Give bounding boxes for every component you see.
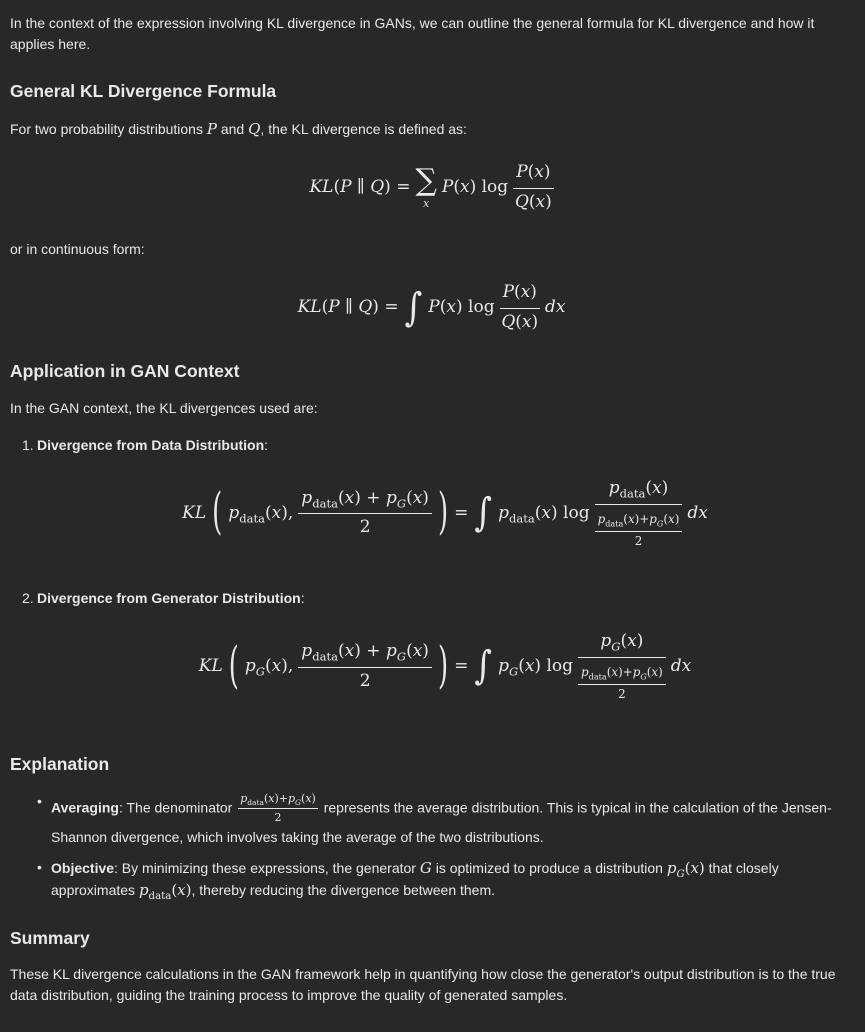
math-token: P(x) log: [428, 297, 495, 318]
math-token: KL: [198, 655, 223, 676]
ordered-list: [10, 435, 853, 727]
integral-symbol: ∫: [404, 284, 423, 331]
summation-symbol: [415, 163, 437, 211]
text-run: :: [264, 437, 269, 454]
fraction-numerator: $p_{data}(x) + p_G(x)$: [298, 639, 432, 668]
heading-summary: Summary: [10, 927, 90, 948]
heading-general-kl-formula: General KL Divergence Formula: [10, 81, 277, 101]
list-item-data-divergence: [22, 435, 853, 574]
fraction-denominator: 2: [274, 811, 282, 825]
bullet-body: [51, 857, 853, 902]
fraction: [513, 160, 553, 215]
math-token: $p_G(x)$,: [244, 655, 294, 679]
list-item-label: [37, 588, 853, 609]
fraction-numerator: $p_{data}(x)+p_G(x)$: [595, 511, 683, 532]
equation-data-divergence: [37, 476, 853, 550]
text-run: For two probability distributions: [10, 120, 207, 137]
list-item-title: Divergence from Generator Distribution: [37, 590, 301, 607]
bullet-dot-icon: •: [37, 858, 42, 875]
bullet-list: [10, 791, 853, 902]
summary-paragraph: These KL divergence calculations in the GAN framework help in quantifying how close the generator's output distribution is to the true data distribution, guiding the training process to improve the quality of generated samples.: [10, 966, 836, 1004]
fraction-average: [298, 639, 432, 694]
equation-kl-continuous: [10, 280, 853, 335]
math-token: =: [454, 655, 469, 676]
fraction-numerator: P(x): [513, 160, 553, 189]
math-token: dx: [544, 297, 566, 318]
math-token: dx: [687, 502, 708, 523]
math-token: dx: [670, 655, 692, 676]
math-token: $p_{data}(x)$,: [228, 502, 294, 525]
text-run: that closely approximates: [51, 859, 779, 899]
text-run: , thereby reducing the divergence between them.: [191, 882, 496, 899]
text-run: represents the average distribution. This is typical in the calculation of the Jensen-Shannon divergence, which involves taking the average of the two distributions.: [51, 799, 832, 845]
text-run: and: [216, 120, 249, 137]
fraction-denominator: 2: [618, 686, 626, 701]
list-item-title: Divergence from Data Distribution: [37, 437, 265, 454]
math-var-Q: Q: [248, 119, 261, 138]
bullet-dot-icon: •: [37, 792, 42, 809]
bullet-objective: [37, 857, 853, 902]
big-right-paren: ): [437, 638, 449, 696]
text-run: is optimized to produce a distribution: [431, 859, 667, 876]
intro-paragraph: In the context of the expression involving KL divergence in GANs, we can outline the general formula for KL divergence and how it applies here.: [10, 15, 815, 52]
heading-explanation: Explanation: [10, 753, 110, 774]
paragraph-two-distributions: [10, 118, 853, 141]
big-left-paren: (: [228, 638, 239, 696]
fraction-average: [298, 486, 432, 541]
math-token: KL(P ∥ Q) =: [297, 297, 399, 318]
heading-application-gan: Application in GAN Context: [10, 361, 240, 382]
fraction-numerator: P(x): [500, 280, 540, 309]
fraction: [500, 280, 540, 335]
text-run: : The denominator: [118, 799, 237, 816]
math-var-P: P: [206, 119, 217, 138]
paragraph-gan-context: In the GAN context, the KL divergences used are:: [10, 400, 318, 417]
integral-symbol: ∫: [474, 643, 493, 690]
math-token: $p_{data}(x)$ log: [498, 502, 590, 525]
big-right-paren: ): [437, 484, 449, 542]
inline-fraction: [238, 791, 318, 827]
fraction-numerator: $p_G(x)$: [578, 629, 666, 658]
fraction-numerator: $p_{data}(x)+p_G(x)$: [238, 791, 318, 810]
fraction-denominator: [595, 505, 683, 551]
math-token: KL: [182, 502, 207, 523]
math-token: $p_G(x)$ log: [498, 655, 574, 679]
list-number: 1.: [22, 437, 34, 454]
bullet-label: Objective: [51, 859, 115, 876]
nested-fraction: [595, 511, 683, 551]
math-token: =: [454, 502, 469, 523]
fraction-denominator: 2: [634, 533, 643, 548]
fraction-denominator: Q(x): [514, 191, 552, 212]
sigma-glyph: ∑: [415, 163, 437, 199]
fraction-ratio: [578, 629, 666, 703]
math-token: P(x) log: [441, 177, 509, 198]
math-pdata: $p_{data}(x)$: [138, 881, 192, 903]
fraction-denominator: Q(x): [501, 311, 539, 332]
equation-kl-discrete: [10, 160, 853, 215]
fraction-numerator: $p_{data}(x)$: [595, 476, 683, 505]
sigma-subscript: x: [423, 197, 430, 211]
fraction-numerator: $p_{data}(x) + p_G(x)$: [298, 486, 432, 515]
fraction-denominator: 2: [359, 517, 371, 538]
fraction-denominator: 2: [359, 670, 371, 691]
nested-fraction: [578, 664, 666, 704]
fraction-denominator: [578, 658, 666, 704]
math-var-G: G: [419, 858, 432, 877]
bullet-body: [51, 791, 853, 848]
bullet-label: Averaging: [51, 799, 119, 816]
paragraph-continuous-label: or in continuous form:: [10, 241, 145, 258]
fraction-numerator: $p_{data}(x)+p_G(x)$: [578, 664, 666, 685]
list-item-label: [37, 435, 853, 456]
equation-generator-divergence: [37, 629, 853, 703]
bullet-averaging: [37, 791, 853, 848]
text-run: : By minimizing these expressions, the generator: [114, 859, 420, 876]
integral-symbol: ∫: [474, 490, 493, 537]
text-run: , the KL divergence is defined as:: [260, 120, 467, 137]
fraction-ratio: [595, 476, 683, 550]
math-token: KL(P ∥ Q) =: [309, 177, 411, 198]
text-run: :: [300, 590, 305, 607]
math-pg: $p_G(x)$: [666, 858, 705, 880]
big-left-paren: (: [212, 484, 223, 542]
list-number: 2.: [22, 590, 34, 607]
list-item-generator-divergence: [22, 588, 853, 727]
